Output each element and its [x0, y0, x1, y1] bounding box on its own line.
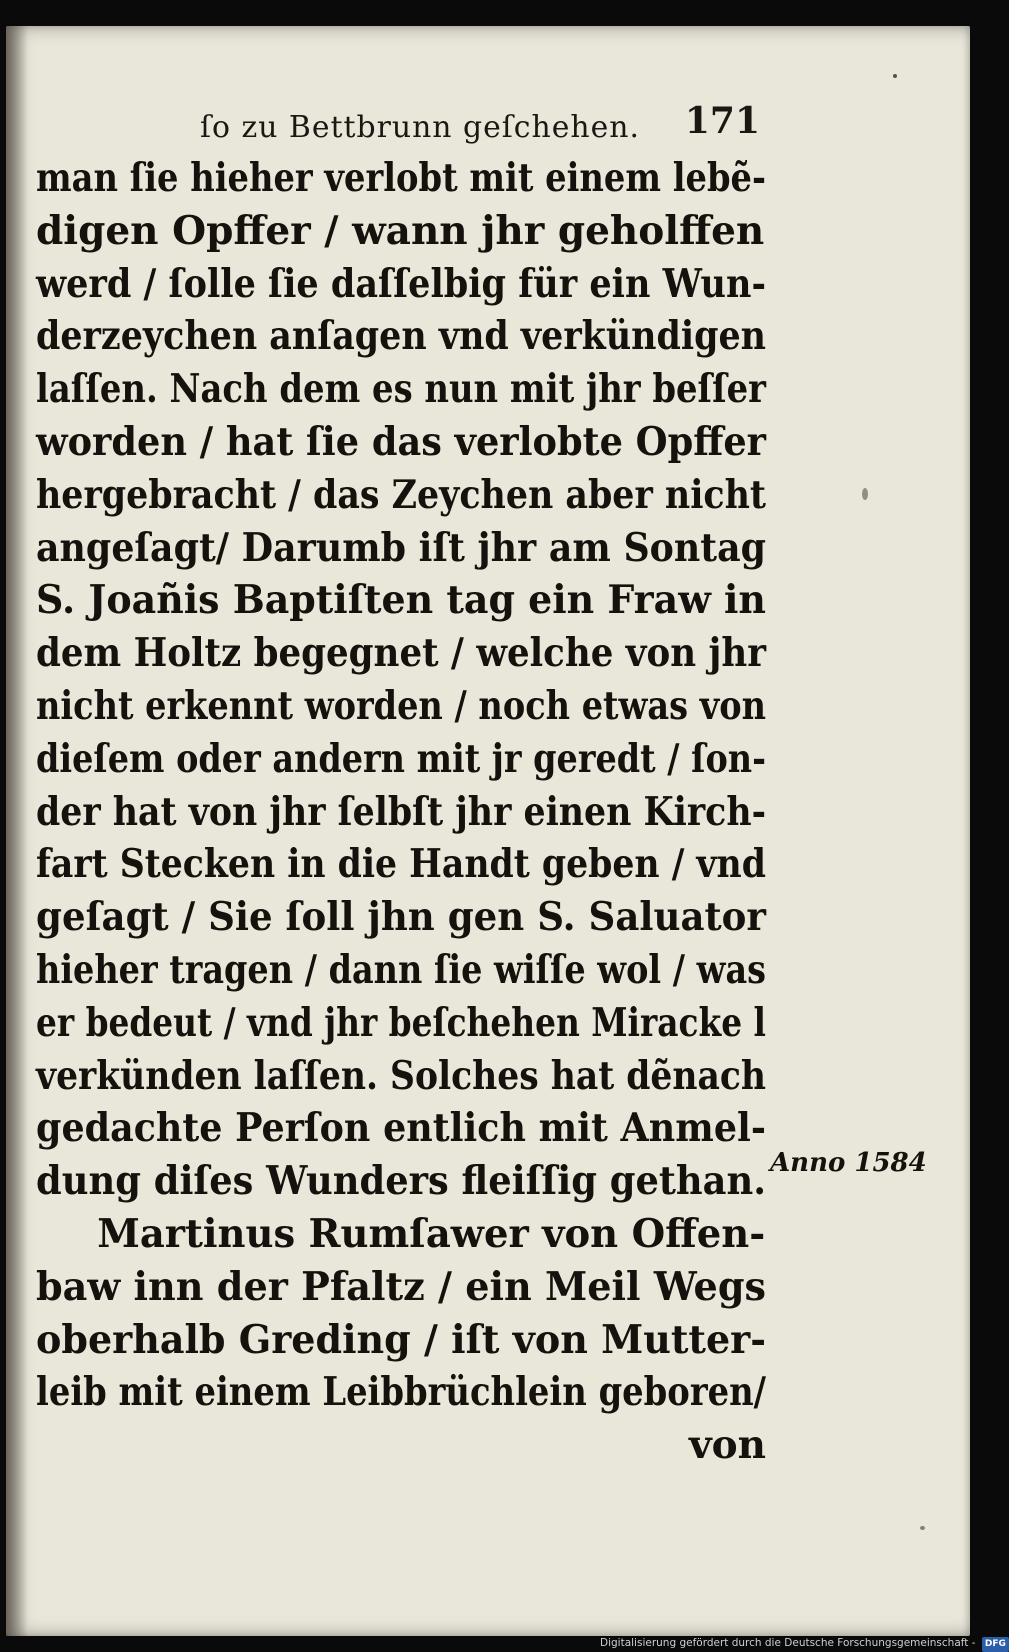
- text-line: er bedeut / vnd jhr beſchehen Miracke l: [36, 999, 766, 1046]
- text-line: werd / ſolle ſie daſſelbig für ein Wun-: [36, 260, 766, 307]
- text-line: digen Opffer / wann jhr geholffen: [36, 207, 765, 254]
- catchword: von: [688, 1422, 766, 1469]
- text-line: verkünden laſſen. Solches hat dẽnach: [36, 1052, 766, 1099]
- marginal-note: Anno 1584: [770, 1148, 927, 1178]
- text-line: gedachte Perſon entlich mit Anmel-: [36, 1105, 766, 1152]
- dfg-logo-icon: DFG: [982, 1637, 1009, 1652]
- text-line: hergebracht / das Zeychen aber nicht: [36, 471, 766, 518]
- text-line: man ſie hieher verlobt mit einem lebẽ-: [36, 155, 766, 201]
- page-number: 171: [684, 100, 760, 142]
- text-line: nicht erkennt worden / noch etwas von: [36, 682, 766, 729]
- text-line: leib mit einem Leibbrüchlein geboren/: [36, 1369, 766, 1416]
- text-line: dung diſes Wunders fleiſſig gethan.: [36, 1158, 766, 1205]
- credit-text: Digitalisierung gefördert durch die Deutsche Forschungsgemeinschaft -: [600, 1637, 976, 1649]
- text-line: dieſem oder andern mit jr geredt / ſon-: [36, 735, 766, 782]
- text-line: derzeychen anſagen vnd verkündigen: [36, 313, 766, 360]
- text-line: laſſen. Nach dem es nun mit jhr beſſer: [36, 366, 766, 413]
- paper-speck: [920, 1526, 925, 1530]
- text-line: S. Joañis Baptiſten tag ein Fraw in: [36, 577, 766, 624]
- digitization-credit: [600, 1636, 1006, 1651]
- paragraph-start-line: Martinus Rumſawer von Offen-: [97, 1210, 766, 1257]
- main-text: [36, 152, 766, 1472]
- text-line: geſagt / Sie ſoll jhn gen S. Saluator: [36, 894, 766, 941]
- text-line: dem Holtz begegnet / welche von jhr: [36, 630, 766, 677]
- text-line: oberhalb Greding / iſt von Mutter-: [36, 1316, 766, 1363]
- running-head: [200, 100, 760, 150]
- text-line: hieher tragen / dann ſie wiſſe wol / was: [36, 946, 766, 993]
- text-line: angeſagt/ Darumb iſt jhr am Sontag: [36, 524, 766, 571]
- paper-speck: [862, 488, 868, 500]
- text-line: worden / hat ſie das verlobte Opffer: [36, 418, 766, 465]
- text-line: der hat von jhr ſelbſt jhr einen Kirch-: [36, 788, 766, 835]
- paper-speck: [893, 74, 897, 78]
- text-line: baw inn der Pfaltz / ein Meil Wegs: [36, 1263, 766, 1310]
- page-gutter-shadow: [6, 26, 28, 1636]
- text-line: fart Stecken in die Handt geben / vnd: [36, 841, 766, 888]
- running-head-title: ſo zu Bettbrunn geſchehen.: [200, 110, 640, 145]
